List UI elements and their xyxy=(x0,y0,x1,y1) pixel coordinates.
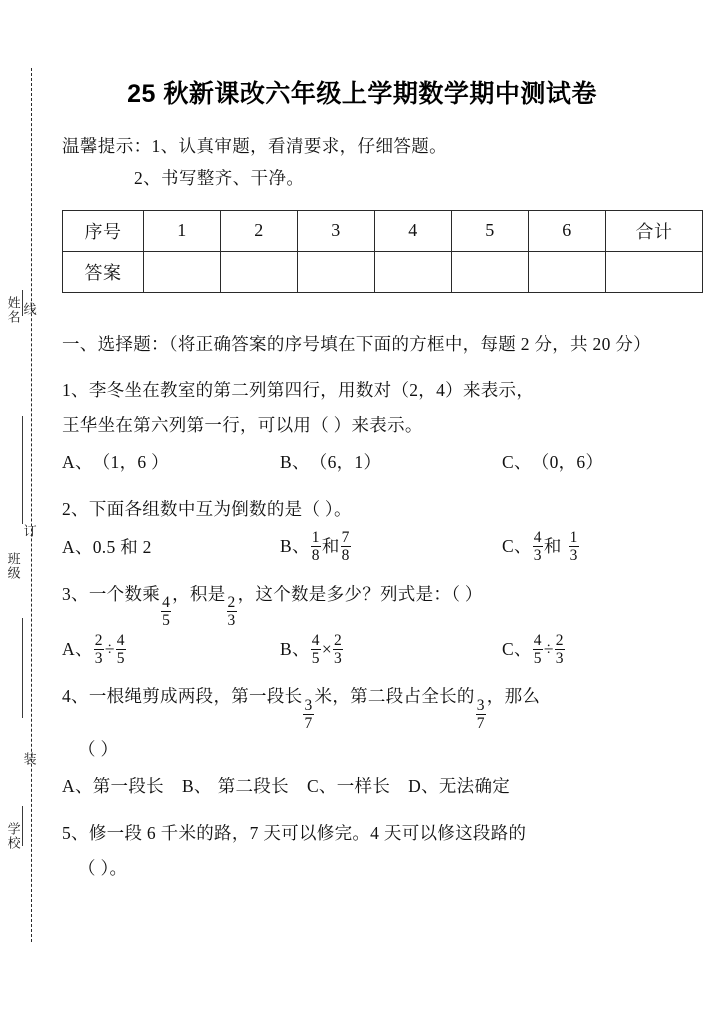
fraction xyxy=(311,529,321,565)
table-row-answers xyxy=(63,251,703,292)
seal-rule-segment xyxy=(22,806,23,846)
answer-cell-5[interactable] xyxy=(452,251,529,292)
question-4-option-b[interactable] xyxy=(182,769,289,804)
fraction-numerator: 4 xyxy=(311,631,320,649)
question-1-options xyxy=(62,445,662,480)
margin-label-class: 班级 xyxy=(5,552,21,580)
answer-cell-3[interactable] xyxy=(298,251,375,292)
question-1-stem-line-2: 王华坐在第六列第一行，可以用（ ）来表示。 xyxy=(62,414,423,435)
option-label: C、 xyxy=(306,776,337,797)
answer-cell-1[interactable] xyxy=(144,251,221,292)
fraction xyxy=(533,632,543,668)
question-4-options xyxy=(62,769,662,804)
option-conjunction: 和 xyxy=(543,536,562,557)
table-cell-q2: 2 xyxy=(221,210,298,251)
question-3 xyxy=(62,577,662,668)
fraction-numerator: 3 xyxy=(476,696,485,714)
fraction xyxy=(555,632,565,668)
table-cell-row-label: 序号 xyxy=(63,210,144,251)
operator: ÷ xyxy=(104,639,115,660)
fraction-numerator: 2 xyxy=(94,631,103,649)
instructions-line-2: 2、书写整齐、干净。 xyxy=(134,168,305,189)
question-1-option-c[interactable] xyxy=(502,445,603,480)
fraction xyxy=(94,632,104,668)
seal-rule-segment xyxy=(22,618,23,718)
margin-label-seal: 装 xyxy=(21,752,37,766)
option-label: A、 xyxy=(62,536,93,557)
instructions-line-1 xyxy=(62,130,662,162)
question-2 xyxy=(62,492,662,565)
option-label: D、 xyxy=(408,776,439,797)
fraction-denominator: 3 xyxy=(555,650,564,668)
fraction-denominator: 5 xyxy=(162,612,171,630)
table-cell-q1: 1 xyxy=(144,210,221,251)
question-3-option-c[interactable] xyxy=(502,632,566,668)
fraction-denominator: 7 xyxy=(476,715,485,733)
option-label: B、 xyxy=(280,639,310,660)
question-3-options xyxy=(62,632,662,668)
question-3-option-b[interactable] xyxy=(280,632,502,668)
operator: × xyxy=(321,639,333,660)
fraction-denominator: 3 xyxy=(94,650,103,668)
fraction-numerator: 7 xyxy=(341,528,350,546)
option-text: 第二段长 xyxy=(217,776,289,797)
table-row-header xyxy=(63,210,703,251)
fraction xyxy=(161,594,171,630)
question-2-option-c[interactable] xyxy=(502,529,580,565)
score-table xyxy=(62,210,703,293)
fraction-denominator: 5 xyxy=(311,650,320,668)
instructions-block xyxy=(62,130,662,195)
fraction-numerator: 1 xyxy=(311,528,320,546)
fraction-numerator: 4 xyxy=(533,528,542,546)
fraction xyxy=(116,632,126,668)
option-text: 第一段长 xyxy=(92,776,164,797)
question-4-stem-part-a: 4、一根绳剪成两段，第一段长 xyxy=(62,686,303,707)
option-label: B、 xyxy=(280,536,310,557)
table-cell-row-label: 答案 xyxy=(63,251,144,292)
fraction-denominator: 3 xyxy=(569,547,578,565)
table-cell-total-label: 合计 xyxy=(606,210,703,251)
fraction xyxy=(533,529,543,565)
question-4-answer-blank[interactable]: （ ） xyxy=(78,739,119,760)
fraction-denominator: 3 xyxy=(334,650,343,668)
question-2-options xyxy=(62,529,662,565)
option-text: （0，6） xyxy=(531,451,604,472)
fraction xyxy=(333,632,343,668)
option-label: B、 xyxy=(280,451,310,472)
option-label: C、 xyxy=(502,639,532,660)
fraction-denominator: 3 xyxy=(227,612,236,630)
answer-cell-6[interactable] xyxy=(529,251,606,292)
content-column xyxy=(62,0,673,886)
page-title: 25 秋新课改六年级上学期数学期中测试卷 xyxy=(127,80,597,108)
seal-rule-segment xyxy=(22,416,23,524)
fraction xyxy=(303,697,313,733)
option-label: B、 xyxy=(181,776,212,797)
question-4-stem-part-c: ，那么 xyxy=(486,686,541,707)
answer-cell-4[interactable] xyxy=(375,251,452,292)
instructions-label: 温馨提示： xyxy=(62,136,152,156)
option-label: A、 xyxy=(62,451,93,472)
fraction-numerator: 4 xyxy=(116,631,125,649)
fraction-denominator: 3 xyxy=(533,547,542,565)
question-5-answer-blank[interactable]: （ ）。 xyxy=(78,858,128,879)
answer-cell-total[interactable] xyxy=(606,251,703,292)
option-label: C、 xyxy=(502,451,532,472)
option-text: 无法确定 xyxy=(438,776,511,797)
option-label: C、 xyxy=(502,536,532,557)
question-1-option-b[interactable] xyxy=(280,445,502,480)
question-4-option-a[interactable] xyxy=(62,769,164,804)
answer-cell-2[interactable] xyxy=(221,251,298,292)
section-heading-choice: 一、选择题：（将正确答案的序号填在下面的方框中，每题 2 分，共 20 分） xyxy=(62,333,651,354)
question-4 xyxy=(62,679,662,804)
fraction-denominator: 5 xyxy=(116,650,125,668)
question-3-stem-part-a: 3、一个数乘 xyxy=(62,583,161,604)
question-5-stem-line-1: 5、修一段 6 千米的路，7 天可以修完。4 天可以修这段路的 xyxy=(62,823,527,844)
table-cell-q4: 4 xyxy=(375,210,452,251)
option-text: 一样长 xyxy=(336,776,391,797)
option-label: A、 xyxy=(62,639,93,660)
question-1-stem-line-1: 1、李冬坐在教室的第二列第四行，用数对（2，4）来表示， xyxy=(62,379,535,400)
question-3-option-a[interactable] xyxy=(62,632,280,668)
question-1-option-a[interactable] xyxy=(62,445,280,480)
fraction-denominator: 8 xyxy=(311,547,320,565)
fraction-denominator: 5 xyxy=(533,650,542,668)
question-4-option-c[interactable] xyxy=(307,769,390,804)
fraction xyxy=(227,594,237,630)
question-2-stem: 2、下面各组数中互为倒数的是（ ）。 xyxy=(62,498,352,519)
margin-label-name: 姓名 xyxy=(5,296,21,324)
option-conjunction: 和 xyxy=(321,536,340,557)
question-2-option-b[interactable] xyxy=(280,529,502,565)
question-2-option-a[interactable] xyxy=(62,530,280,565)
margin-label-bind: 订 xyxy=(21,524,37,538)
question-4-stem-line-1 xyxy=(62,679,662,732)
question-4-stem-part-b: 米，第二段占全长的 xyxy=(314,686,475,707)
fraction-numerator: 4 xyxy=(162,593,171,611)
instructions-text-1: 1、认真审题，看清要求，仔细答题。 xyxy=(151,136,448,156)
table-cell-q6: 6 xyxy=(529,210,606,251)
fraction-numerator: 2 xyxy=(227,593,236,611)
fraction-numerator: 3 xyxy=(304,696,313,714)
seal-dashed-line xyxy=(31,68,32,942)
option-text: （6，1） xyxy=(309,451,382,472)
option-text: （1，6 ） xyxy=(92,451,169,472)
fraction-denominator: 8 xyxy=(341,547,350,565)
margin-label-line: 线 xyxy=(21,302,37,316)
fraction-numerator: 1 xyxy=(569,528,578,546)
fraction xyxy=(476,697,486,733)
table-cell-q5: 5 xyxy=(452,210,529,251)
option-label: A、 xyxy=(62,776,93,797)
fraction-numerator: 4 xyxy=(533,631,542,649)
question-3-stem-part-c: ，这个数是多少？列式是：（ ） xyxy=(237,583,483,604)
fraction-numerator: 2 xyxy=(555,631,564,649)
question-4-option-d[interactable] xyxy=(408,769,510,804)
fraction-denominator: 7 xyxy=(304,715,313,733)
fraction-numerator: 2 xyxy=(334,631,343,649)
option-text: 0.5 和 2 xyxy=(92,536,152,557)
fraction xyxy=(569,529,579,565)
operator: ÷ xyxy=(543,639,554,660)
fraction xyxy=(341,529,351,565)
question-3-stem xyxy=(62,577,662,630)
table-cell-q3: 3 xyxy=(298,210,375,251)
question-3-stem-part-b: ，积是 xyxy=(172,583,226,604)
fraction xyxy=(311,632,321,668)
question-1 xyxy=(62,373,662,480)
question-5 xyxy=(62,816,662,886)
margin-label-school: 学校 xyxy=(5,822,21,850)
